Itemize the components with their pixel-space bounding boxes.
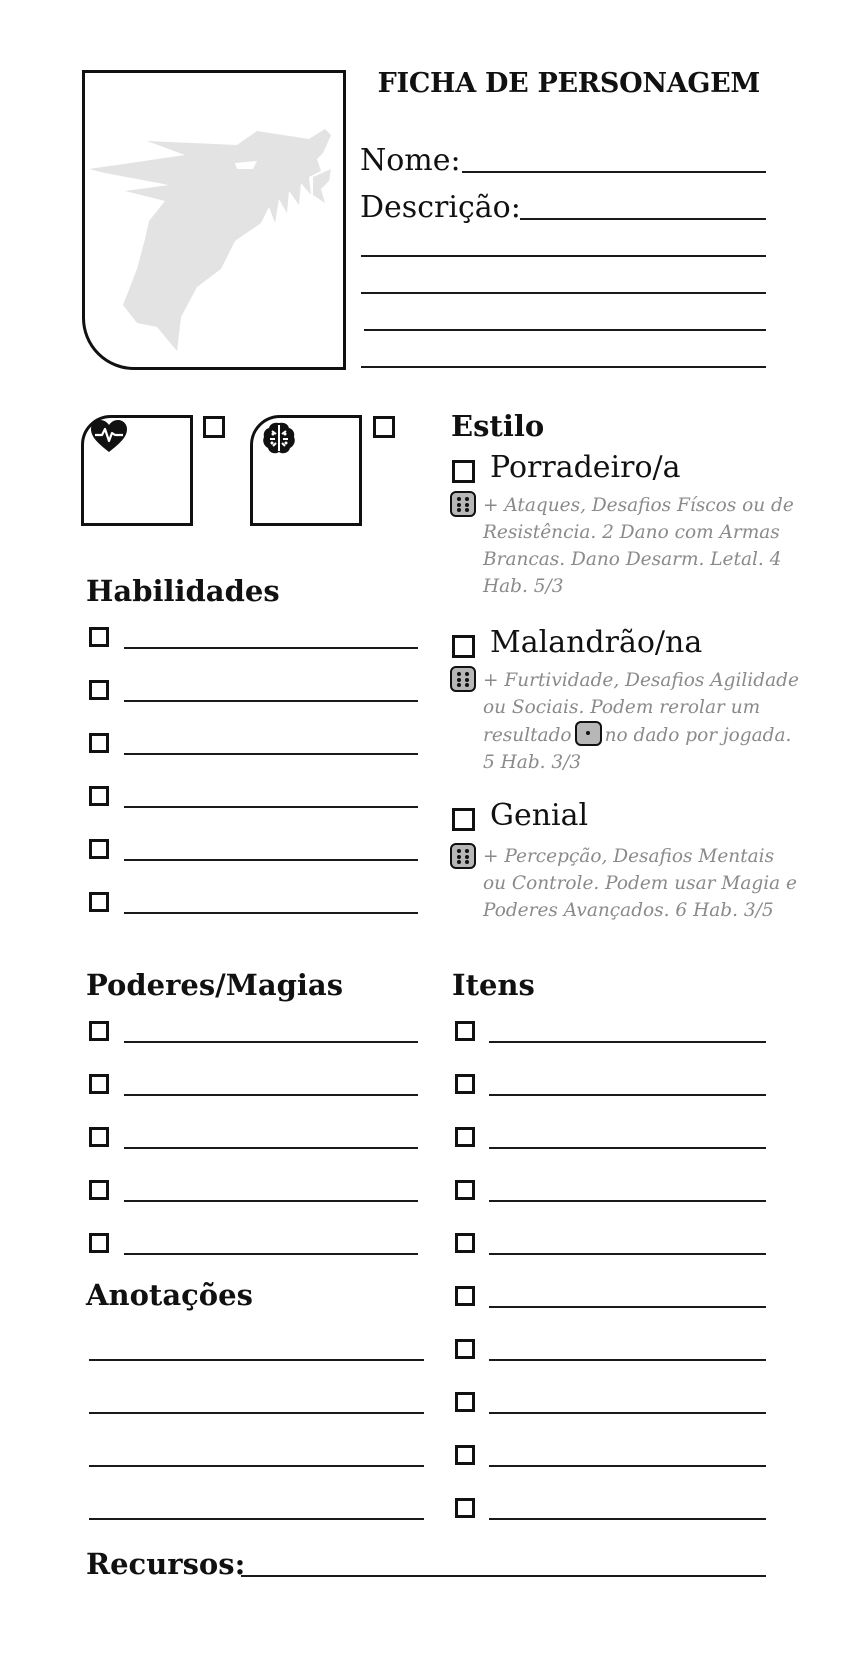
habilidade-checkbox[interactable] <box>89 680 109 700</box>
itens-heading: Itens <box>452 968 535 1002</box>
item-checkbox[interactable] <box>455 1180 475 1200</box>
habilidade-line[interactable] <box>124 700 418 702</box>
name-label: Nome: <box>360 143 461 178</box>
habilidade-checkbox[interactable] <box>89 786 109 806</box>
item-checkbox[interactable] <box>455 1074 475 1094</box>
brain-icon <box>262 421 296 455</box>
item-line[interactable] <box>489 1147 766 1149</box>
habilidade-line[interactable] <box>124 647 418 649</box>
poder-line[interactable] <box>124 1147 418 1149</box>
poder-checkbox[interactable] <box>89 1074 109 1094</box>
name-field-line[interactable] <box>462 171 766 173</box>
anotacao-line[interactable] <box>89 1518 424 1520</box>
anotacao-line[interactable] <box>89 1465 424 1467</box>
poder-checkbox[interactable] <box>89 1127 109 1147</box>
heart-pulse-icon <box>90 420 128 454</box>
item-checkbox[interactable] <box>455 1021 475 1041</box>
sheet-title: FICHA DE PERSONAGEM <box>377 68 760 99</box>
style-checkbox-porradeiro[interactable] <box>452 460 475 483</box>
habilidade-checkbox[interactable] <box>89 839 109 859</box>
die-one-icon <box>575 721 602 746</box>
item-line[interactable] <box>489 1518 766 1520</box>
habilidades-heading: Habilidades <box>86 574 280 608</box>
poder-checkbox[interactable] <box>89 1180 109 1200</box>
style-description-malandrao-part2: no dado por jogada. 5 Hab. 3/3 <box>483 725 792 773</box>
item-checkbox[interactable] <box>455 1392 475 1412</box>
item-line[interactable] <box>489 1094 766 1096</box>
poder-line[interactable] <box>124 1041 418 1043</box>
anotacao-line[interactable] <box>89 1412 424 1414</box>
poder-line[interactable] <box>124 1094 418 1096</box>
item-checkbox[interactable] <box>455 1127 475 1147</box>
style-name-malandrao: Malandrão/na <box>490 625 703 660</box>
item-checkbox[interactable] <box>455 1498 475 1518</box>
description-line[interactable] <box>361 255 766 257</box>
die-six-icon <box>450 843 476 869</box>
poder-line[interactable] <box>124 1253 418 1255</box>
description-line[interactable] <box>361 366 766 368</box>
style-description-genial: + Percepção, Desafios Mentais ou Controle. Podem usar Magia e Poderes Avançados. 6 Hab. 3/5 <box>483 846 797 921</box>
habilidade-line[interactable] <box>124 753 418 755</box>
habilidade-checkbox[interactable] <box>89 627 109 647</box>
item-line[interactable] <box>489 1306 766 1308</box>
style-checkbox-malandrao[interactable] <box>452 635 475 658</box>
style-description-malandrao-part1: + Furtividade, Desafios Agilidade ou Sociais. Podem rerolar um resultado <box>483 670 799 746</box>
habilidade-line[interactable] <box>124 912 418 914</box>
recursos-label: Recursos: <box>86 1547 246 1581</box>
portrait-frame <box>82 70 346 370</box>
style-name-genial: Genial <box>490 798 589 833</box>
dragon-head-icon <box>85 73 343 367</box>
style-description-malandrao <box>483 667 803 776</box>
item-checkbox[interactable] <box>455 1286 475 1306</box>
item-checkbox[interactable] <box>455 1339 475 1359</box>
recursos-line[interactable] <box>241 1575 766 1577</box>
health-checkbox[interactable] <box>203 416 225 438</box>
habilidade-line[interactable] <box>124 806 418 808</box>
item-line[interactable] <box>489 1359 766 1361</box>
item-line[interactable] <box>489 1412 766 1414</box>
poderes-heading: Poderes/Magias <box>86 968 344 1002</box>
poder-checkbox[interactable] <box>89 1021 109 1041</box>
die-six-icon <box>450 491 476 517</box>
die-six-icon <box>450 666 476 692</box>
anotacoes-heading: Anotações <box>86 1278 253 1312</box>
habilidade-line[interactable] <box>124 859 418 861</box>
mind-checkbox[interactable] <box>373 416 395 438</box>
item-line[interactable] <box>489 1465 766 1467</box>
habilidade-checkbox[interactable] <box>89 892 109 912</box>
estilo-heading: Estilo <box>451 409 545 443</box>
item-line[interactable] <box>489 1041 766 1043</box>
style-checkbox-genial[interactable] <box>452 808 475 831</box>
description-line[interactable] <box>361 292 766 294</box>
description-field-line[interactable] <box>520 218 766 220</box>
poder-checkbox[interactable] <box>89 1233 109 1253</box>
item-line[interactable] <box>489 1200 766 1202</box>
description-line[interactable] <box>364 329 766 331</box>
item-checkbox[interactable] <box>455 1445 475 1465</box>
item-line[interactable] <box>489 1253 766 1255</box>
anotacao-line[interactable] <box>89 1359 424 1361</box>
habilidade-checkbox[interactable] <box>89 733 109 753</box>
style-description-porradeiro: + Ataques, Desafios Físcos ou de Resistência. 2 Dano com Armas Brancas. Dano Desarm. Letal. 4 Hab. 5/3 <box>483 495 794 597</box>
item-checkbox[interactable] <box>455 1233 475 1253</box>
poder-line[interactable] <box>124 1200 418 1202</box>
style-name-porradeiro: Porradeiro/a <box>490 450 681 485</box>
description-label: Descrição: <box>360 190 521 225</box>
